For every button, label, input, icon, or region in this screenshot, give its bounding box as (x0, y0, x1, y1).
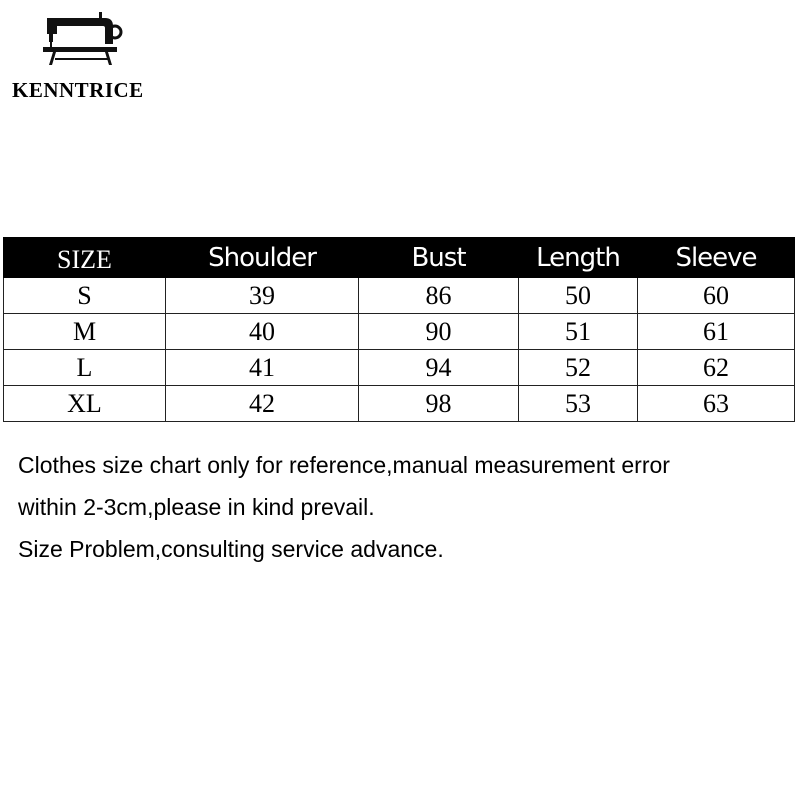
cell-shoulder: 39 (166, 278, 359, 314)
cell-length: 51 (519, 314, 638, 350)
header-shoulder: Shoulder (166, 238, 359, 278)
cell-shoulder: 42 (166, 386, 359, 422)
header-sleeve: Sleeve (638, 238, 795, 278)
cell-shoulder: 40 (166, 314, 359, 350)
header-bust: Bust (359, 238, 519, 278)
table-header-row (4, 238, 795, 278)
sewing-machine-icon (43, 10, 123, 65)
cell-bust: 94 (359, 350, 519, 386)
cell-length: 52 (519, 350, 638, 386)
size-note (18, 444, 788, 570)
cell-size: XL (4, 386, 166, 422)
cell-size: M (4, 314, 166, 350)
cell-size: S (4, 278, 166, 314)
size-chart-table (3, 237, 795, 422)
cell-bust: 98 (359, 386, 519, 422)
cell-sleeve: 63 (638, 386, 795, 422)
note-line-error: within 2-3cm,please in kind prevail. (18, 494, 375, 520)
cell-shoulder: 41 (166, 350, 359, 386)
header-length: Length (519, 238, 638, 278)
note-line-reference: Clothes size chart only for reference,manual measurement error (18, 452, 670, 478)
table-row (4, 278, 795, 314)
cell-sleeve: 62 (638, 350, 795, 386)
header-size: SIZE (4, 238, 166, 278)
cell-length: 50 (519, 278, 638, 314)
table-row (4, 386, 795, 422)
note-line-service: Size Problem,consulting service advance. (18, 536, 444, 562)
table-row (4, 350, 795, 386)
brand-name: KENNTRICE (12, 78, 144, 102)
cell-length: 53 (519, 386, 638, 422)
cell-sleeve: 60 (638, 278, 795, 314)
cell-size: L (4, 350, 166, 386)
brand-logo (8, 10, 158, 100)
cell-bust: 86 (359, 278, 519, 314)
cell-sleeve: 61 (638, 314, 795, 350)
table-row (4, 314, 795, 350)
cell-bust: 90 (359, 314, 519, 350)
